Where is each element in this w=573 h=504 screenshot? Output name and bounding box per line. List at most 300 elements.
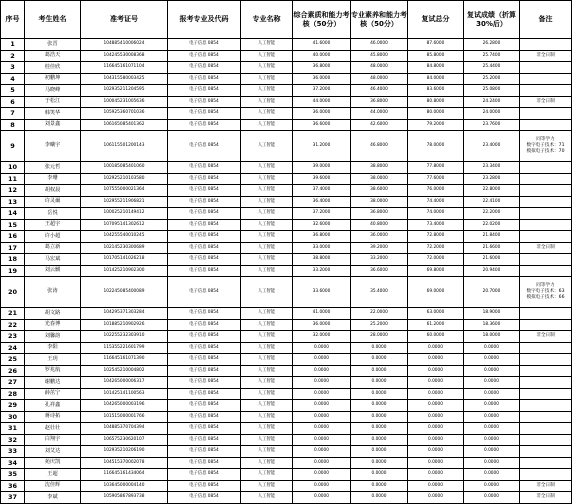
professional-score-cell: 0.0000 xyxy=(351,457,408,469)
header-row xyxy=(1,1,572,39)
total-score-cell: 80.0000 xyxy=(408,108,464,120)
major-name-cell: 人工智能 xyxy=(241,400,293,412)
table-row xyxy=(1,411,572,423)
name-cell: 张元哲 xyxy=(25,162,81,174)
table-row xyxy=(1,354,572,366)
total-score-cell: 87.6000 xyxy=(408,39,464,51)
comprehensive-score-cell: 39.0000 xyxy=(293,162,351,174)
major-code-cell: 电子信息 0854 xyxy=(168,423,241,435)
scaled-score-cell: 0.0000 xyxy=(464,342,520,354)
professional-score-cell: 36.0000 xyxy=(351,231,408,243)
name-cell: 王玥 xyxy=(25,354,81,366)
table-row xyxy=(1,196,572,208)
name-cell: 初鹏坤 xyxy=(25,73,81,85)
professional-score-cell: 22.0000 xyxy=(351,308,408,320)
major-name-cell: 人工智能 xyxy=(241,319,293,331)
major-name-cell: 人工智能 xyxy=(241,39,293,51)
exam-id-cell: 116645161071104 xyxy=(81,62,168,74)
major-code-cell: 电子信息 0854 xyxy=(168,62,241,74)
comprehensive-score-cell: 40.0000 xyxy=(293,50,351,62)
note-cell xyxy=(520,73,572,85)
exam-id-cell: 104245530008368 xyxy=(81,50,168,62)
total-score-cell: 72.8000 xyxy=(408,231,464,243)
seq-cell: 6 xyxy=(1,96,25,108)
note-cell xyxy=(520,185,572,197)
major-name-cell: 人工智能 xyxy=(241,423,293,435)
seq-cell: 13 xyxy=(1,196,25,208)
exam-id-cell: 103645000004140 xyxy=(81,480,168,492)
comprehensive-score-cell: 0.0000 xyxy=(293,469,351,481)
seq-cell: 4 xyxy=(1,73,25,85)
major-name-cell: 人工智能 xyxy=(241,96,293,108)
professional-score-cell: 0.0000 xyxy=(351,354,408,366)
exam-id-cell: 106575230620107 xyxy=(81,434,168,446)
comprehensive-score-cell: 33.6000 xyxy=(293,277,351,308)
major-name-cell: 人工智能 xyxy=(241,242,293,254)
note-cell xyxy=(520,231,572,243)
major-name-cell: 人工智能 xyxy=(241,162,293,174)
scaled-score-cell: 22.2000 xyxy=(464,208,520,220)
comprehensive-score-cell: 0.0000 xyxy=(293,400,351,412)
total-score-cell: 60.0000 xyxy=(408,331,464,343)
exam-id-cell: 102935211204595 xyxy=(81,85,168,97)
header-major-name: 专业名称 xyxy=(241,1,293,39)
comprehensive-score-cell: 0.0000 xyxy=(293,411,351,423)
exam-id-cell: 104265000003196 xyxy=(81,400,168,412)
seq-cell: 8 xyxy=(1,119,25,131)
note-cell xyxy=(520,308,572,320)
total-score-cell: 0.0000 xyxy=(408,365,464,377)
major-code-cell: 电子信息 0854 xyxy=(168,73,241,85)
major-code-cell: 电子信息 0854 xyxy=(168,196,241,208)
header-comprehensive-score: 综合素质和能力考核（50分） xyxy=(293,1,351,39)
exam-id-cell: 105925360701036 xyxy=(81,108,168,120)
major-name-cell: 人工智能 xyxy=(241,119,293,131)
note-cell xyxy=(520,319,572,331)
major-code-cell: 电子信息 0854 xyxy=(168,39,241,51)
scaled-score-cell: 24.0000 xyxy=(464,108,520,120)
table-row xyxy=(1,208,572,220)
professional-score-cell: 46.0000 xyxy=(351,39,408,51)
exam-id-cell: 107555000021364 xyxy=(81,185,168,197)
table-row xyxy=(1,50,572,62)
note-cell xyxy=(520,62,572,74)
name-cell: 许灵爾 xyxy=(25,196,81,208)
major-code-cell: 电子信息 0854 xyxy=(168,469,241,481)
professional-score-cell: 44.0000 xyxy=(351,108,408,120)
major-code-cell: 电子信息 0854 xyxy=(168,354,241,366)
note-cell xyxy=(520,446,572,458)
comprehensive-score-cell: 36.0000 xyxy=(293,108,351,120)
comprehensive-score-cell: 36.0000 xyxy=(293,73,351,85)
seq-cell: 5 xyxy=(1,85,25,97)
comprehensive-score-cell: 0.0000 xyxy=(293,492,351,504)
seq-cell: 36 xyxy=(1,480,25,492)
note-cell xyxy=(520,342,572,354)
seq-cell: 32 xyxy=(1,434,25,446)
scaled-score-cell: 18.0000 xyxy=(464,331,520,343)
name-cell: 桂佳欣 xyxy=(25,62,81,74)
professional-score-cell: 0.0000 xyxy=(351,411,408,423)
name-cell: 胡权晨 xyxy=(25,185,81,197)
name-cell: 李阳 xyxy=(25,342,81,354)
name-cell: 王超宇 xyxy=(25,219,81,231)
seq-cell: 16 xyxy=(1,231,25,243)
comprehensive-score-cell: 33.2000 xyxy=(293,265,351,277)
note-cell xyxy=(520,469,572,481)
table-row xyxy=(1,469,572,481)
scaled-score-cell: 21.6600 xyxy=(464,242,520,254)
note-cell xyxy=(520,254,572,266)
note-cell xyxy=(520,196,572,208)
total-score-cell: 0.0000 xyxy=(408,411,464,423)
total-score-cell: 74.0000 xyxy=(408,208,464,220)
comprehensive-score-cell: 0.0000 xyxy=(293,388,351,400)
name-cell: 刘景鑫 xyxy=(25,119,81,131)
table-row xyxy=(1,242,572,254)
professional-score-cell: 42.6000 xyxy=(351,119,408,131)
total-score-cell: 0.0000 xyxy=(408,423,464,435)
major-code-cell: 电子信息 0854 xyxy=(168,162,241,174)
exam-id-cell: 115355221601799 xyxy=(81,342,168,354)
professional-score-cell: 36.6000 xyxy=(351,265,408,277)
exam-id-cell: 105905867893738 xyxy=(81,492,168,504)
professional-score-cell: 45.8000 xyxy=(351,50,408,62)
scaled-score-cell: 0.0000 xyxy=(464,434,520,446)
major-code-cell: 电子信息 0854 xyxy=(168,342,241,354)
major-code-cell: 电子信息 0854 xyxy=(168,265,241,277)
name-cell: 李珊 xyxy=(25,173,81,185)
seq-cell: 28 xyxy=(1,388,25,400)
total-score-cell: 63.0000 xyxy=(408,308,464,320)
table-row xyxy=(1,39,572,51)
scaled-score-cell: 18.9000 xyxy=(464,308,520,320)
scaled-score-cell: 24.2400 xyxy=(464,96,520,108)
seq-cell: 24 xyxy=(1,342,25,354)
table-row xyxy=(1,446,572,458)
comprehensive-score-cell: 37.2000 xyxy=(293,85,351,97)
exam-id-cell: 104295371303284 xyxy=(81,308,168,320)
major-name-cell: 人工智能 xyxy=(241,342,293,354)
professional-score-cell: 36.8000 xyxy=(351,96,408,108)
seq-cell: 2 xyxy=(1,50,25,62)
scaled-score-cell: 23.4000 xyxy=(464,131,520,162)
seq-cell: 31 xyxy=(1,423,25,435)
total-score-cell: 74.4000 xyxy=(408,196,464,208)
seq-cell: 26 xyxy=(1,365,25,377)
major-code-cell: 电子信息 0854 xyxy=(168,480,241,492)
table-row xyxy=(1,480,572,492)
comprehensive-score-cell: 36.0000 xyxy=(293,319,351,331)
exam-id-cell: 102545210004802 xyxy=(81,365,168,377)
major-name-cell: 人工智能 xyxy=(241,50,293,62)
professional-score-cell: 0.0000 xyxy=(351,400,408,412)
seq-cell: 11 xyxy=(1,173,25,185)
table-row xyxy=(1,131,572,162)
total-score-cell: 83.6000 xyxy=(408,85,464,97)
seq-cell: 15 xyxy=(1,219,25,231)
header-professional-score: 专业素养和能力考核（50分） xyxy=(351,1,408,39)
major-code-cell: 电子信息 0854 xyxy=(168,434,241,446)
name-cell: 韩笑华 xyxy=(25,108,81,120)
note-cell: 同等学力 数字电子技术：71 模拟电子技术：70 xyxy=(520,131,572,162)
major-name-cell: 人工智能 xyxy=(241,308,293,320)
note-cell xyxy=(520,377,572,389)
major-code-cell: 电子信息 0854 xyxy=(168,231,241,243)
comprehensive-score-cell: 0.0000 xyxy=(293,365,351,377)
major-code-cell: 电子信息 0854 xyxy=(168,400,241,412)
scaled-score-cell: 0.0000 xyxy=(464,411,520,423)
note-cell xyxy=(520,423,572,435)
professional-score-cell: 0.0000 xyxy=(351,388,408,400)
note-cell xyxy=(520,108,572,120)
scaled-score-cell: 25.7400 xyxy=(464,50,520,62)
note-cell xyxy=(520,208,572,220)
major-name-cell: 人工智能 xyxy=(241,265,293,277)
total-score-cell: 0.0000 xyxy=(408,388,464,400)
name-cell: 孔祥鑫 xyxy=(25,400,81,412)
name-cell: 刘馨韵 xyxy=(25,331,81,343)
table-row xyxy=(1,400,572,412)
note-cell xyxy=(520,85,572,97)
note-cell xyxy=(520,119,572,131)
total-score-cell: 77.6000 xyxy=(408,173,464,185)
major-name-cell: 人工智能 xyxy=(241,365,293,377)
major-name-cell: 人工智能 xyxy=(241,331,293,343)
professional-score-cell: 38.6000 xyxy=(351,185,408,197)
seq-cell: 30 xyxy=(1,411,25,423)
major-code-cell: 电子信息 0854 xyxy=(168,377,241,389)
name-cell: 沈佳辉 xyxy=(25,480,81,492)
name-cell: 许小超 xyxy=(25,231,81,243)
table-row xyxy=(1,342,572,354)
exam-id-cell: 106165085401362 xyxy=(81,119,168,131)
major-name-cell: 人工智能 xyxy=(241,377,293,389)
comprehensive-score-cell: 0.0000 xyxy=(293,423,351,435)
scaled-score-cell: 23.3400 xyxy=(464,162,520,174)
major-code-cell: 电子信息 0854 xyxy=(168,108,241,120)
name-cell: 王超 xyxy=(25,469,81,481)
major-name-cell: 人工智能 xyxy=(241,208,293,220)
table-row xyxy=(1,85,572,97)
table-row xyxy=(1,219,572,231)
total-score-cell: 84.8000 xyxy=(408,62,464,74)
note-cell: 非全日制 xyxy=(520,492,572,504)
exam-id-cell: 102925210103580 xyxy=(81,173,168,185)
comprehensive-score-cell: 36.8000 xyxy=(293,231,351,243)
major-name-cell: 人工智能 xyxy=(241,173,293,185)
comprehensive-score-cell: 0.0000 xyxy=(293,342,351,354)
total-score-cell: 84.0000 xyxy=(408,73,464,85)
note-cell xyxy=(520,265,572,277)
seq-cell: 35 xyxy=(1,469,25,481)
header-major-code: 报考专业及代码 xyxy=(168,1,241,39)
scaled-score-cell: 0.0000 xyxy=(464,423,520,435)
major-code-cell: 电子信息 0854 xyxy=(168,457,241,469)
total-score-cell: 0.0000 xyxy=(408,434,464,446)
professional-score-cell: 28.0000 xyxy=(351,331,408,343)
name-cell: 张涛 xyxy=(25,277,81,308)
comprehensive-score-cell: 38.8000 xyxy=(293,254,351,266)
seq-cell: 21 xyxy=(1,308,25,320)
table-row xyxy=(1,108,572,120)
major-name-cell: 人工智能 xyxy=(241,73,293,85)
major-code-cell: 电子信息 0854 xyxy=(168,492,241,504)
exam-id-cell: 102145230300689 xyxy=(81,242,168,254)
scaled-score-cell: 22.4100 xyxy=(464,196,520,208)
comprehensive-score-cell: 0.0000 xyxy=(293,446,351,458)
name-cell: 李曦宇 xyxy=(25,131,81,162)
table-row xyxy=(1,119,572,131)
scaled-score-cell: 23.2800 xyxy=(464,173,520,185)
exam-id-cell: 100185085401060 xyxy=(81,162,168,174)
name-cell: 胡文路 xyxy=(25,308,81,320)
comprehensive-score-cell: 36.8000 xyxy=(293,62,351,74)
header-name: 考生姓名 xyxy=(25,1,81,39)
seq-cell: 12 xyxy=(1,185,25,197)
comprehensive-score-cell: 31.2000 xyxy=(293,131,351,162)
note-cell xyxy=(520,39,572,51)
total-score-cell: 85.8000 xyxy=(408,50,464,62)
major-code-cell: 电子信息 0854 xyxy=(168,308,241,320)
seq-cell: 14 xyxy=(1,208,25,220)
name-cell: 罗兆航 xyxy=(25,365,81,377)
scaled-score-cell: 0.0000 xyxy=(464,480,520,492)
professional-score-cell: 0.0000 xyxy=(351,423,408,435)
table-row xyxy=(1,231,572,243)
exam-id-cell: 116645161071390 xyxy=(81,354,168,366)
major-code-cell: 电子信息 0854 xyxy=(168,388,241,400)
major-code-cell: 电子信息 0854 xyxy=(168,365,241,377)
name-cell: 马晓峰 xyxy=(25,85,81,97)
scaled-score-cell: 0.0000 xyxy=(464,377,520,389)
exam-id-cell: 101705141026218 xyxy=(81,254,168,266)
note-cell xyxy=(520,457,572,469)
major-name-cell: 人工智能 xyxy=(241,388,293,400)
seq-cell: 19 xyxy=(1,265,25,277)
scaled-score-cell: 0.0000 xyxy=(464,492,520,504)
scaled-score-cell: 20.7000 xyxy=(464,277,520,308)
header-exam-id: 准考证号 xyxy=(81,1,168,39)
note-cell: 非全日制 xyxy=(520,96,572,108)
comprehensive-score-cell: 0.0000 xyxy=(293,377,351,389)
professional-score-cell: 0.0000 xyxy=(351,434,408,446)
seq-cell: 23 xyxy=(1,331,25,343)
name-cell: 白翔宇 xyxy=(25,434,81,446)
scaled-score-cell: 25.4400 xyxy=(464,62,520,74)
exam-id-cell: 102955211906821 xyxy=(81,196,168,208)
note-cell xyxy=(520,388,572,400)
major-name-cell: 人工智能 xyxy=(241,434,293,446)
exam-id-cell: 101885210902926 xyxy=(81,319,168,331)
table-row xyxy=(1,254,572,266)
total-score-cell: 0.0000 xyxy=(408,354,464,366)
professional-score-cell: 38.0000 xyxy=(351,196,408,208)
professional-score-cell: 0.0000 xyxy=(351,480,408,492)
header-seq: 序号 xyxy=(1,1,25,39)
name-cell: 光春博 xyxy=(25,319,81,331)
total-score-cell: 72.2000 xyxy=(408,242,464,254)
header-note: 备注 xyxy=(520,1,572,39)
major-name-cell: 人工智能 xyxy=(241,254,293,266)
professional-score-cell: 0.0000 xyxy=(351,365,408,377)
note-cell: 非全日制 xyxy=(520,331,572,343)
major-name-cell: 人工智能 xyxy=(241,85,293,97)
major-code-cell: 电子信息 0854 xyxy=(168,331,241,343)
major-name-cell: 人工智能 xyxy=(241,411,293,423)
exam-id-cell: 106115501200143 xyxy=(81,131,168,162)
scaled-score-cell: 0.0000 xyxy=(464,446,520,458)
note-cell xyxy=(520,434,572,446)
professional-score-cell: 48.0000 xyxy=(351,62,408,74)
note-cell: 同等学力 数字电子技术：63 模拟电子技术：66 xyxy=(520,277,572,308)
major-name-cell: 人工智能 xyxy=(241,469,293,481)
seq-cell: 9 xyxy=(1,131,25,162)
exam-id-cell: 116645161434064 xyxy=(81,469,168,481)
exam-id-cell: 101425141100563 xyxy=(81,388,168,400)
table-row xyxy=(1,388,572,400)
total-score-cell: 69.0000 xyxy=(408,277,464,308)
seq-cell: 29 xyxy=(1,400,25,412)
major-name-cell: 人工智能 xyxy=(241,108,293,120)
professional-score-cell: 0.0000 xyxy=(351,377,408,389)
comprehensive-score-cell: 33.0000 xyxy=(293,242,351,254)
professional-score-cell: 33.2000 xyxy=(351,254,408,266)
exam-id-cell: 104885410006024 xyxy=(81,39,168,51)
professional-score-cell: 46.4000 xyxy=(351,85,408,97)
scaled-score-cell: 0.0000 xyxy=(464,365,520,377)
seq-cell: 7 xyxy=(1,108,25,120)
name-cell: 于松江 xyxy=(25,96,81,108)
major-name-cell: 人工智能 xyxy=(241,354,293,366)
professional-score-cell: 40.8000 xyxy=(351,219,408,231)
major-code-cell: 电子信息 0854 xyxy=(168,173,241,185)
total-score-cell: 0.0000 xyxy=(408,457,464,469)
scaled-score-cell: 0.0000 xyxy=(464,354,520,366)
table-row xyxy=(1,492,572,504)
table-row xyxy=(1,423,572,435)
table-row xyxy=(1,162,572,174)
total-score-cell: 80.8000 xyxy=(408,96,464,108)
major-name-cell: 人工智能 xyxy=(241,62,293,74)
major-code-cell: 电子信息 0854 xyxy=(168,208,241,220)
table-row xyxy=(1,185,572,197)
major-name-cell: 人工智能 xyxy=(241,492,293,504)
seq-cell: 1 xyxy=(1,39,25,51)
scaled-score-cell: 26.2800 xyxy=(464,39,520,51)
header-scaled-score: 复试成绩（折算30%后） xyxy=(464,1,520,39)
professional-score-cell: 36.8000 xyxy=(351,208,408,220)
major-name-cell: 人工智能 xyxy=(241,219,293,231)
name-cell: 刘艾达 xyxy=(25,446,81,458)
scaled-score-cell: 20.9400 xyxy=(464,265,520,277)
major-code-cell: 电子信息 0854 xyxy=(168,319,241,331)
table-row xyxy=(1,434,572,446)
scaled-score-cell: 22.0200 xyxy=(464,219,520,231)
professional-score-cell: 48.0000 xyxy=(351,73,408,85)
comprehensive-score-cell: 41.0000 xyxy=(293,308,351,320)
professional-score-cell: 35.4000 xyxy=(351,277,408,308)
major-code-cell: 电子信息 0854 xyxy=(168,85,241,97)
name-cell: 薛茁宁 xyxy=(25,388,81,400)
major-name-cell: 人工智能 xyxy=(241,457,293,469)
major-name-cell: 人工智能 xyxy=(241,196,293,208)
total-score-cell: 78.0000 xyxy=(408,131,464,162)
professional-score-cell: 0.0000 xyxy=(351,342,408,354)
exam-id-cell: 102935210206190 xyxy=(81,446,168,458)
header-total-score: 复试总分 xyxy=(408,1,464,39)
comprehensive-score-cell: 39.6000 xyxy=(293,173,351,185)
